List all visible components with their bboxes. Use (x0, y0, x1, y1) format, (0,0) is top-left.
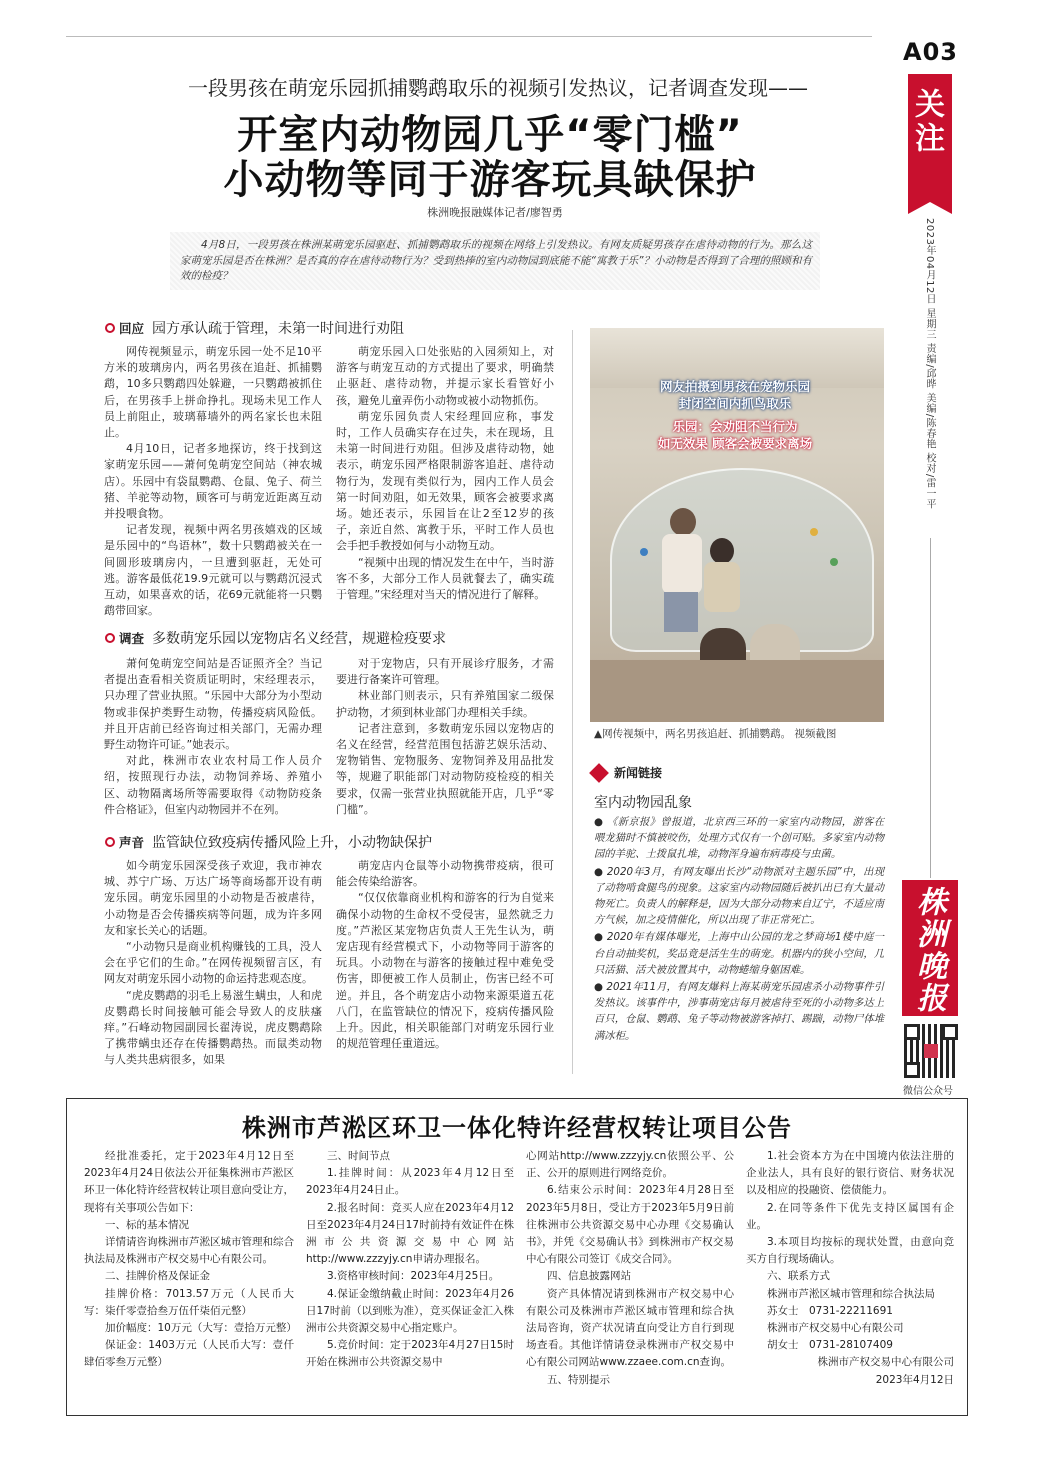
ad-paragraph: 3.本项目均按标的现状处置，由意向竞买方自行现场确认。 (746, 1236, 954, 1266)
list-item: ● 2020年有媒体曝光，上海中山公园的龙之梦商场1楼中庭一台自动抽奖机，奖品竟是活生生的萌宠。机器内的狭小空间，几只活猫、活犬被放置其中，动物蜷缩身躯困难。 (594, 931, 884, 976)
section-2-title: 多数萌宠乐园以宠物店名义经营，规避检疫要求 (152, 631, 447, 647)
news-link-list (594, 814, 884, 1044)
list-item: ● 2020年3月，有网友曝出长沙“动物派对主题乐园”中，出现了动物啃食腿鸟的现象。这家室内动物园随后被扒出已有大量动物死亡。负责人的解释是，因为大部分动物来自辽宁，不适应南方气候，加之疫情催化，所以出现了非正常死亡。 (594, 865, 884, 927)
ad-paragraph: 一、标的基本情况 (105, 1218, 189, 1231)
paragraph: 萌宠店内仓鼠等小动物携带疫病，很可能会传染给游客。 (336, 859, 554, 889)
paragraph: 4月10日，记者多地探访，终于找到这家萌宠乐园——萧何兔萌宠空间站（神农城店）。乐园中有袋鼠鹦鹉、仓鼠、兔子、荷兰猪、羊驼等动物，顾客可与萌宠近距离互动并投喂食物。 (104, 442, 322, 521)
side-info: 2023年04月12日 星期三 责编/邱晔 美编/陈春艳 校对/雷一平 (924, 218, 935, 510)
ad-paragraph: 4.保证金缴纳截止时间：2023年4月26日17时前（以到账为准），竞买保证金汇入株洲市公共资源交易中心指定账户。 (306, 1287, 514, 1335)
ad-paragraph: 株洲市产权交易中心有限公司 (767, 1322, 904, 1335)
qr-caption: 微信公众号 (903, 1086, 953, 1097)
ad-paragraph: 六、联系方式 (767, 1270, 830, 1283)
ad-paragraph: 2.报名时间：竞买人应在2023年4月12日至2023年4月24日17时前持有效证件在株洲市公共资源交易中心网站http://www.zzzyjy.cn申请办理报名。 (306, 1201, 514, 1266)
section-3-tag: 声音 (105, 833, 144, 851)
ad-paragraph: 三、时间节点 (327, 1150, 390, 1162)
section-1-col2 (336, 344, 554, 603)
list-item: ● 2021年11月，有网友爆料上海某萌宠乐园虐杀小动物事件引发热议。该事件中，涉事萌宠店每月被虐待至死的小动物多达上百只，仓鼠、鹦鹉、兔子等动物被游客掉打、踢踹，动物尸体堆满冰柜。 (594, 981, 884, 1042)
section-3-col1 (104, 858, 322, 1069)
ad-paragraph: 1.挂牌时间：从2023年4月12日至2023年4月24日止。 (306, 1167, 514, 1197)
section-1-col1 (104, 344, 322, 619)
paragraph: “虎皮鹦鹉的羽毛上易滋生螨虫，人和虎皮鹦鹉长时间接触可能会导致人的皮肤瘙痒。”石峰动物园副园长翟涛说，虎皮鹦鹉除了携带螨虫还存在传播鹦鹉热。而鼠类动物与人类共患病很多，如果 (104, 988, 322, 1067)
ad-paragraph: 2.在同等条件下优先支持区属国有企业。 (746, 1201, 954, 1231)
paragraph: 林业部门则表示，只有养殖国家二级保护动物，才须到林业部门办理相关手续。 (336, 689, 554, 719)
photo-overlay-2 (640, 418, 830, 452)
section-3-col2 (336, 858, 554, 1052)
ad-paragraph: 苏女士 0731-22211691 (767, 1304, 893, 1317)
ad-paragraph: 6.结束公示时间：2023年4月28日至2023年5月8日，受让方于2023年5月9日前往株洲市公共资源交易中心办理《交易确认书》，并凭《交易确认书》到株洲市产权交易中心有限公司签订《成交合同》。 (526, 1184, 734, 1266)
paragraph: 萧何兔萌宠空间站是否证照齐全？当记者提出查看相关资质证明时，宋经理表示，只办理了营业执照。“乐园中大部分为小型动物或非保护类野生动物，传播疫病风险低。并且开店前已经咨询过相关部门，无需办理野生动物许可证。”她表示。 (104, 657, 322, 752)
ad-paragraph: 胡女士 0731-28107409 (767, 1339, 893, 1352)
section-1-title: 园方承认疏于管理，未第一时间进行劝阻 (152, 321, 405, 337)
paragraph: 萌宠乐园负责人宋经理回应称，事发时，工作人员确实存在过失，未在现场，且未第一时间进行劝阻。但涉及虐待动物，她表示，萌宠乐园严格限制游客追赶、虐待动物行为，发现有类似行为，园内工作人员会第一时间劝阻，如无效果，顾客会被要求离场。她还表示，乐园旨在让2至12岁的孩子，亲近自然、寓教于乐，平时工作人员也会手把手教授如何与小动物互动。 (336, 409, 554, 553)
photo-caption-line1: 网友拍摄到男孩在宠物乐园 (659, 379, 810, 394)
section-2-col1 (104, 656, 322, 818)
photo-overlay-1 (640, 378, 830, 412)
ad-paragraph: 四、信息披露网站 (547, 1270, 631, 1283)
news-link-icon (589, 763, 609, 783)
ad-col-3 (526, 1148, 734, 1389)
ad-paragraph: 3.资格审核时间：2023年4月25日。 (327, 1270, 500, 1283)
section-3-header (105, 832, 432, 852)
section-2-col2 (336, 656, 554, 818)
side-rule (930, 538, 931, 878)
section-3-title: 监管缺位致疫病传播风险上升，小动物缺保护 (152, 835, 433, 851)
ad-col-2 (306, 1148, 514, 1372)
ad-paragraph: 资产具体情况请到株洲市产权交易中心有限公司及株洲市芦淞区城市管理和综合执法局咨询，资产状况请直向受让方自行到现场查看。其他详情请登录株洲市产权交易中心有限公司网站www.zzaee.com.cn查询。 (526, 1287, 734, 1369)
photo-caption-line3: 乐园：会劝阻不当行为 (672, 419, 798, 434)
headline-line1: 开室内动物园几乎“零门槛” (237, 112, 743, 158)
paragraph: 记者发现，视频中两名男孩嬉戏的区域是乐园中的“鸟语林”，数十只鹦鹉被关在一间圆形玻璃房内，一旦遭到驱赶，无处可逃。游客最低花19.9元就可以与鹦鹉沉浸式互动，如果喜欢的话，花69元就能将一只鹦鹉带回家。 (104, 523, 322, 618)
top-rule (66, 36, 872, 37)
ad-paragraph: 保证金：1403万元（人民币大写：壹仟肆佰零叁万元整） (84, 1339, 294, 1369)
ad-paragraph: 1.社会资本方为在中国境内依法注册的企业法人，具有良好的银行资信、财务状况以及相应的投融资、偿债能力。 (746, 1150, 954, 1197)
section-label: 关注 (909, 88, 944, 156)
list-item: ● 《新京报》曾报道，北京西三环的一家室内动物园，游客在喂龙猫时不慎被咬伤，处理方式仅有一个创可贴。多家室内动物园的羊驼、土拨鼠扎堆，动物浑身遍布病毒疫与虫菌。 (594, 816, 884, 861)
section-2-tag: 调查 (105, 629, 144, 647)
photo-caption-line4: 如无效果 顾客会被要求离场 (657, 436, 813, 451)
qr-code[interactable] (904, 1024, 958, 1078)
photo-credit: ▲网传视频中，两名男孩追赶、抓捕鹦鹉。 视频截图 (594, 728, 837, 740)
ad-date: 2023年4月12日 (875, 1373, 954, 1386)
section-2-header (105, 628, 446, 648)
ad-paragraph: 经批准委托，定于2023年4月12日至2023年4月24日依法公开征集株洲市芦淞区环卫一体化特许经营权转让项目意向受让方，现将有关事项公告如下： (84, 1150, 294, 1214)
ad-paragraph: 5.竞价时间：定于2023年4月27日15时开始在株洲市公共资源交易中 (306, 1339, 514, 1369)
paragraph: 网传视频显示，萌宠乐园一处不足10平方米的玻璃房内，两名男孩在追赶、抓捕鹦鹉，10多只鹦鹉四处躲避，一只鹦鹉被抓住后，在男孩手上拼命挣扎。现场未见工作人员上前阻止，玻璃幕墙外的两名家长也未阻止。 (104, 345, 322, 440)
news-link-title: 室内动物园乱象 (594, 795, 692, 811)
ad-paragraph: 详情请咨询株洲市芦淞区城市管理和综合执法局及株洲市产权交易中心有限公司。 (84, 1236, 294, 1266)
paragraph: 如今萌宠乐园深受孩子欢迎，我市神农城、苏宁广场、万达广场等商场都开设有萌宠乐园。萌宠乐园里的小动物是否被虐待，小动物是否会传播疾病等问题，成为许多网友和家长关心的话题。 (104, 859, 322, 937)
byline: 株洲晚报融媒体记者/廖智勇 (427, 206, 563, 219)
ad-paragraph: 五、特别提示 (547, 1373, 610, 1386)
ad-paragraph: 二、挂牌价格及保证金 (105, 1270, 210, 1283)
paragraph: 对于宠物店，只有开展诊疗服务，才需要进行备案许可管理。 (336, 657, 554, 687)
news-link-header (592, 764, 662, 781)
paragraph: 对此，株洲市农业农村局工作人员介绍，按照现行办法，动物饲养场、养殖小区、动物隔离场所等需要取得《动物防疫条件合格证》，但室内动物园并不在列。 (104, 754, 322, 816)
ad-paragraph: 挂牌价格：7013.57万元（人民币大写：柒仟零壹拾叁万伍仟柒佰元整） (84, 1287, 294, 1317)
lead-text: 4月8日，一段男孩在株洲某萌宠乐园驱赶、抓捕鹦鹉取乐的视频在网络上引发热议。有网友质疑男孩存在虐待动物的行为。那么这家萌宠乐园是否在株洲？是否真的存在虐待动物行为？受到热捧的室内动物园到底能不能“寓教于乐”？小动物是否得到了合理的照顾和有效的检疫？ (180, 239, 812, 282)
photo-caption-line2: 封闭空间内抓鸟取乐 (678, 396, 792, 411)
ad-col-4 (746, 1148, 954, 1389)
section-1-tag: 回应 (105, 319, 144, 337)
ad-paragraph: 心网站http://www.zzzyjy.cn依照公平、公正、公开的原则进行网络竞价。 (526, 1150, 734, 1180)
paragraph: “视频中出现的情况发生在中午，当时游客不多，大部分工作人员就餐去了，确实疏于管理。”宋经理对当天的情况进行了解释。 (336, 555, 554, 602)
ad-title: 株洲市芦淞区环卫一体化特许经营权转让项目公告 (242, 1114, 792, 1142)
paper-logo-text: 株洲晚报 (911, 886, 946, 1014)
paragraph: 记者注意到，多数萌宠乐园以宠物店的名义在经营，经营范围包括游艺娱乐活动、宠物销售、宠物服务、宠物饲养及用品批发等，规避了职能部门对动物防疫检疫的相关要求，仅需一张营业执照就能开店，几乎“零门槛”。 (336, 721, 554, 816)
ad-signer: 株洲市产权交易中心有限公司 (817, 1356, 954, 1369)
column-separator (572, 330, 573, 1074)
ad-paragraph: 株洲市芦淞区城市管理和综合执法局 (767, 1287, 935, 1300)
section-tab-notch (908, 202, 952, 214)
headline-kicker: 一段男孩在萌宠乐园抓捕鹦鹉取乐的视频引发热议，记者调查发现—— (188, 76, 808, 100)
section-1-header (105, 318, 404, 338)
paragraph: “仅仅依靠商业机构和游客的行为自觉来确保小动物的生命权不受侵害，显然就乏力度。”芦淞区某宠物店负责人王先生认为，萌宠店现有经营模式下，小动物等同于游客的玩具。小动物在与游客的接触过程中难免受伤害，即便被工作人员制止，伤害已经不可逆。并且，各个萌宠店小动物来源渠道五花八门，在监管缺位的情况下，疫病传播风险上升。因此，相关职能部门对萌宠乐园行业的规范管理任重道远。 (336, 891, 554, 1051)
headline-line2: 小动物等同于游客玩具缺保护 (223, 157, 757, 203)
paragraph: “小动物只是商业机构赚钱的工具，没人会在乎它们的生命。”在网传视频留言区，有网友对萌宠乐园小动物的命运持悲观态度。 (104, 940, 322, 986)
paragraph: 萌宠乐园入口处张贴的入园须知上，对游客与萌宠互动的方式提出了要求，明确禁止驱赶、虐待动物，并提示家长看管好小孩，避免儿童弄伤小动物或被小动物抓伤。 (336, 345, 554, 407)
ad-paragraph: 加价幅度：10万元（大写：壹拾万元整） (105, 1322, 297, 1335)
ad-col-1 (84, 1148, 297, 1372)
page-number: A03 (903, 38, 958, 66)
news-link-tag: 新闻链接 (614, 766, 663, 780)
